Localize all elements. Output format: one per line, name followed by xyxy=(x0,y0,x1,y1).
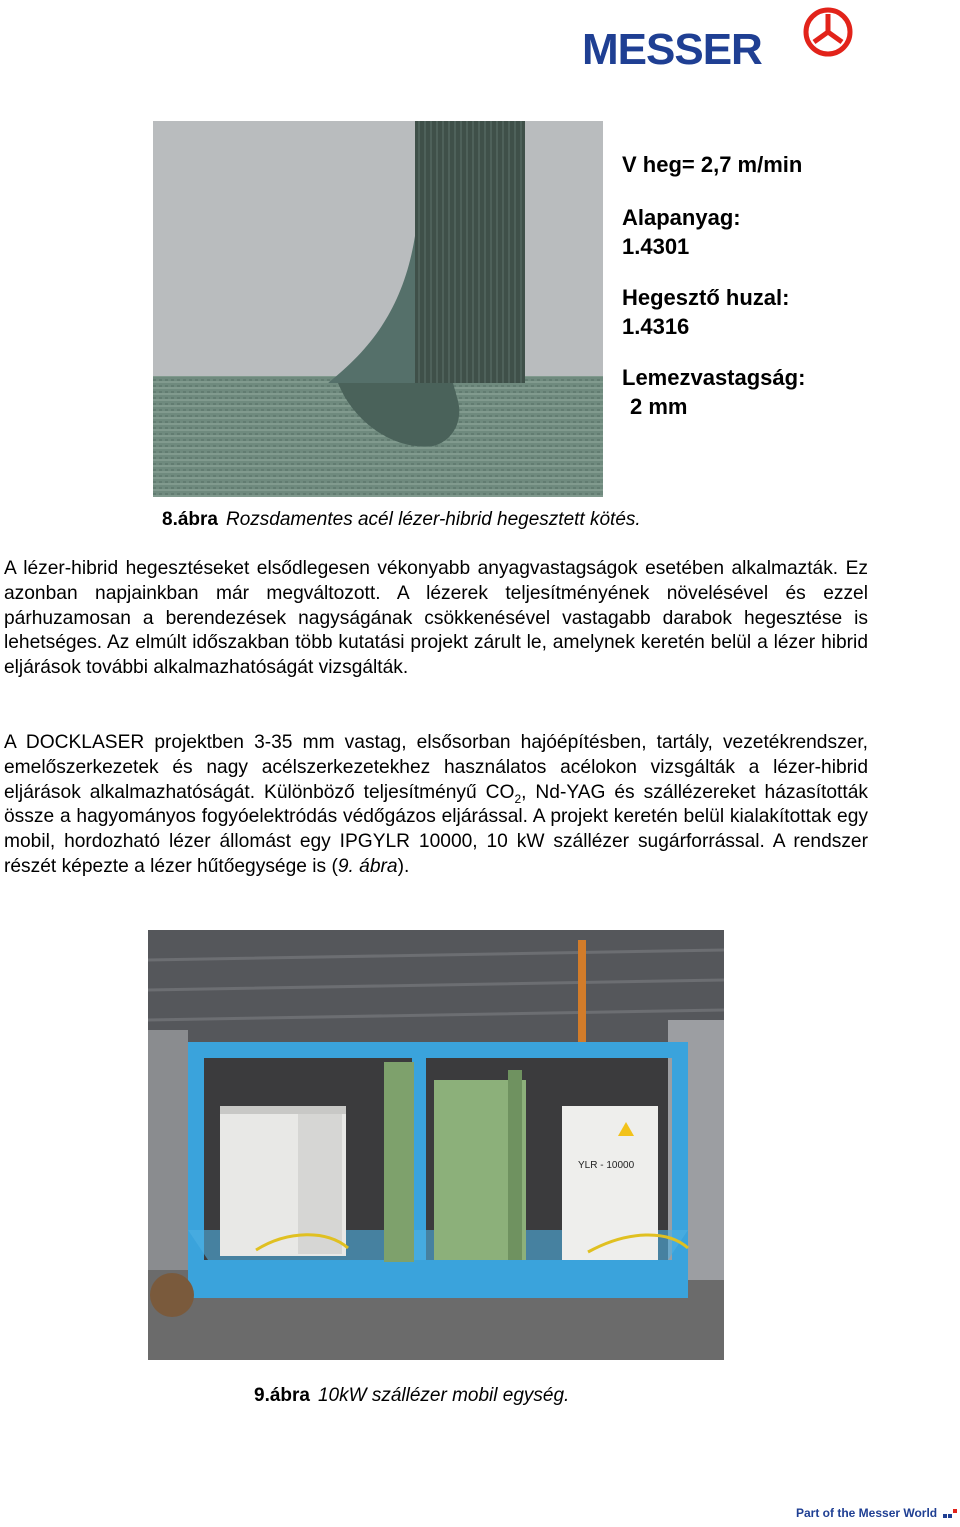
weld-param-filler-wire: Hegesztő huzal: 1.4316 xyxy=(622,285,790,339)
weld-macrograph-image xyxy=(153,121,603,505)
logo-wordmark: MESSER xyxy=(582,25,762,74)
messer-emblem-icon xyxy=(802,6,854,58)
paragraph-hybrid-welding: A lézer-hibrid hegesztéseket elsődlegesen vékonyabb anyagvastagságok esetében alkalmazták. Ez azonban napjainkban már megváltozott. A lézerek teljesítményének növelésével és ezzel párhuzamosan a berendezések nagyságának csökkenésével vastagabb darabok hegesztése is lehetséges. Az elmúlt időszakban több kutatási projekt zárult le, amelynek keretén belül a lézer hibrid eljárások további alkalmazhatóságát vizsgálták. xyxy=(4,558,868,679)
paragraph-docklaser: A DOCKLASER projektben 3-35 mm vastag, elsősorban hajóépítésben, tartály, vezetékrendszer, emelőszerkezetek és nagy acélszerkezetekhez használatos acélokon vizsgálták a lézer-hibrid eljárások alkalmazhatóságát. Különböző teljesítményű $CO_2$, Nd-YAG és szállézereket házasították össze a hagyományos fogyóelektródás védőgázos eljárással. A projekt keretén belül kialakítottak egy mobil, hordozható lézer állomást egy IPGYLR 10000, 10 kW szállézer sugárforrással. A rendszer részét képezte a lézer hűtőegysége is (9. ábra). xyxy=(4,732,868,877)
weld-param-speed: V heg= 2,7 m/min xyxy=(622,152,803,177)
weld-param-thickness: Lemezvastagság: 2 mm xyxy=(622,365,806,419)
figure-8-caption: 8.ábra Rozsdamentes acél lézer-hibrid hegesztett kötés. xyxy=(162,509,641,530)
figure-9-caption: 9.ábra 10kW szállézer mobil egység. xyxy=(254,1385,570,1406)
laser-unit-label: YLR - 10000 xyxy=(578,1160,635,1171)
mobile-laser-unit-image xyxy=(148,930,724,1360)
messer-logo xyxy=(582,6,854,74)
messer-world-dots-icon xyxy=(943,1509,957,1519)
weld-parameters xyxy=(622,150,862,443)
weld-param-base-material: Alapanyag: 1.4301 xyxy=(622,205,741,259)
footer-tagline: Part of the Messer World xyxy=(796,1506,960,1520)
